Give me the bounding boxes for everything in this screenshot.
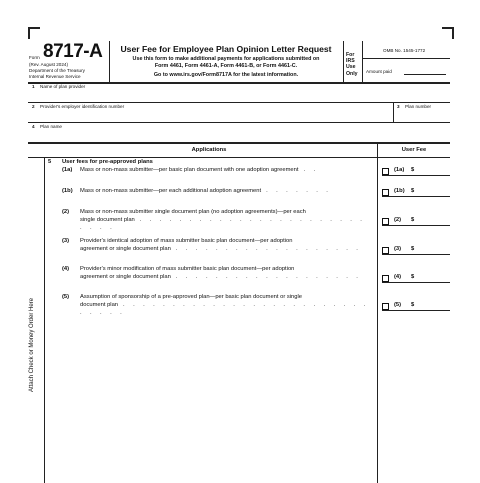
- item-1a-description: Mass or non-mass submitter—per basic plan document with one adoption agreement . .: [80, 167, 319, 173]
- item-4-description: Provider's minor modification of mass submitter basic plan document—per adoption agreement or single document plan . . . . . . . . . . . . . . . . . . .: [80, 266, 362, 280]
- item-3-fee-code: (3): [394, 246, 402, 252]
- item-2-description: Mass or non-mass submitter single document plan (no adoption agreements)—per each single document plan . . . . . . . . . . . . . . . . . . . . . . . . . . .: [80, 209, 366, 231]
- service-name: Internal Revenue Service: [29, 74, 81, 79]
- user-fee-column-header: User Fee: [401, 147, 427, 153]
- form-title: User Fee for Employee Plan Opinion Letter Request: [120, 44, 332, 54]
- plan-provider-name-input[interactable]: [40, 90, 440, 100]
- item-1a-code: (1a): [62, 167, 73, 173]
- attach-check-side-label: Attach Check or Money Order Here: [29, 297, 35, 393]
- item-1a-checkbox[interactable]: [382, 168, 389, 175]
- field-3-label: Plan number: [405, 104, 432, 109]
- field-2-label: Provider's employer identification number: [40, 104, 125, 109]
- item-5-fee-code: (5): [394, 302, 402, 308]
- item-5-description: Assumption of sponsorship of a pre-approved plan—per basic plan document or single document plan . . . . . . . . . . . . . . . . . . . . . . . . . . . . . .: [80, 294, 369, 316]
- item-3-currency: $: [411, 246, 415, 252]
- item-1b-currency: $: [411, 188, 415, 194]
- item-2-checkbox[interactable]: [382, 218, 389, 225]
- form-word: Form: [29, 55, 40, 60]
- section-5-number: 5: [48, 159, 52, 165]
- item-1a-fee-code: (1a): [394, 167, 405, 173]
- item-1a-currency: $: [411, 167, 415, 173]
- item-1b-fee-code: (1b): [394, 188, 405, 194]
- field-4-number: 4: [32, 124, 35, 129]
- item-2-code: (2): [62, 209, 70, 215]
- field-2-number: 2: [32, 104, 35, 109]
- amount-paid-label: Amount paid: [366, 69, 392, 74]
- item-5-currency: $: [411, 302, 415, 308]
- item-2-fee-input[interactable]: [382, 225, 450, 226]
- applications-column-header: Applications: [191, 147, 227, 153]
- item-3-description: Provider's identical adoption of mass submitter basic plan document—per adoption agreement or single document plan . . . . . . . . . . . . . . . . . . .: [80, 238, 362, 252]
- form-number: 8717-A: [43, 41, 103, 62]
- item-4-code: (4): [62, 266, 70, 272]
- irs-use-only-label: For IRS Use Only: [346, 52, 358, 77]
- item-4-fee-code: (4): [394, 274, 402, 280]
- field-3-number: 3: [397, 104, 400, 109]
- field-4-label: Plan name: [40, 124, 62, 129]
- item-5-fee-input[interactable]: [382, 310, 450, 311]
- item-4-currency: $: [411, 274, 415, 280]
- field-1-label: Name of plan provider: [40, 84, 86, 89]
- item-2-fee-code: (2): [394, 217, 402, 223]
- corner-mark-top-left: [28, 27, 40, 39]
- field-1-number: 1: [32, 84, 35, 89]
- item-1b-checkbox[interactable]: [382, 189, 389, 196]
- item-3-code: (3): [62, 238, 70, 244]
- item-1a-fee-input[interactable]: [382, 175, 450, 176]
- instructions-line-3: Go to www.irs.gov/Form8717A for the latest information.: [153, 72, 299, 78]
- item-3-checkbox[interactable]: [382, 247, 389, 254]
- department-name: Department of the Treasury: [29, 68, 85, 73]
- plan-name-input[interactable]: [40, 130, 440, 140]
- item-5-checkbox[interactable]: [382, 303, 389, 310]
- corner-mark-top-right: [442, 27, 454, 39]
- item-1b-description: Mass or non-mass submitter—per each additional adoption agreement . . . . . . .: [80, 188, 332, 194]
- item-1b-code: (1b): [62, 188, 73, 194]
- item-2-currency: $: [411, 217, 415, 223]
- item-4-checkbox[interactable]: [382, 275, 389, 282]
- amount-paid-field[interactable]: [404, 74, 446, 75]
- instructions-line-1: Use this form to make additional payments for applications submitted on: [132, 56, 320, 62]
- provider-ein-input[interactable]: [40, 110, 390, 120]
- item-5-code: (5): [62, 294, 70, 300]
- item-3-fee-input[interactable]: [382, 254, 450, 255]
- plan-number-input[interactable]: [397, 110, 447, 120]
- item-4-fee-input[interactable]: [382, 282, 450, 283]
- instructions-line-2: Form 4461, Form 4461-A, Form 4461-B, or Form 4461-C.: [154, 63, 298, 69]
- revision-date: (Rev. August 2024): [29, 62, 68, 67]
- item-1b-fee-input[interactable]: [382, 196, 450, 197]
- section-5-title: User fees for pre-approved plans: [62, 159, 153, 165]
- omb-number: OMB No. 1545-1772: [383, 48, 426, 53]
